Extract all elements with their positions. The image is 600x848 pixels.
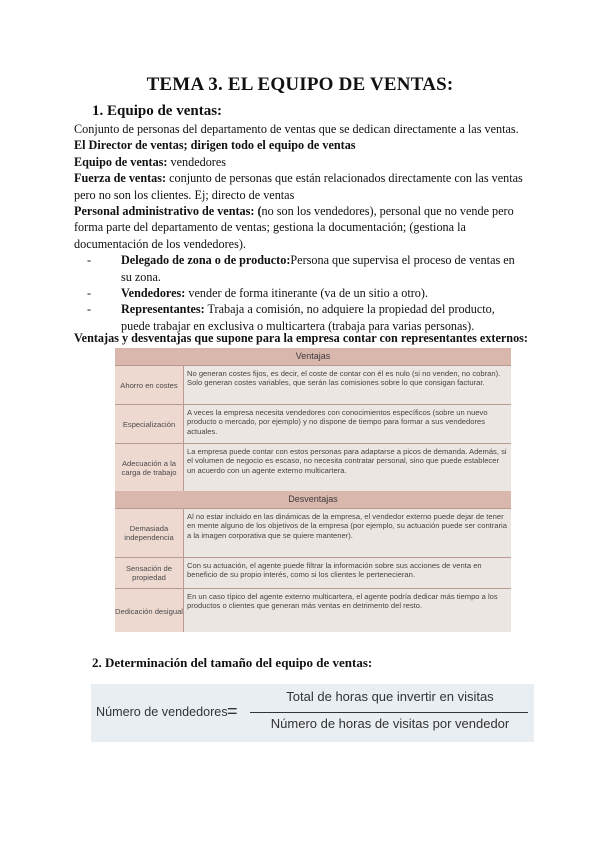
- personal-label: Personal administrativo de ventas: (: [74, 204, 262, 219]
- formula-lhs: Número de vendedores: [96, 705, 228, 719]
- desventajas-header: Desventajas: [115, 491, 511, 508]
- table-row: [115, 404, 511, 443]
- equipo-label: Equipo de ventas:: [74, 154, 168, 169]
- table-caption: Ventajas y desventajas que supone para la empresa contar con representantes externos:: [74, 331, 528, 345]
- bullet-text: vender de forma itinerante (va de un sitio a otro).: [185, 286, 428, 301]
- row-text: Al no estar incluido en las dinámicas de la empresa, el vendedor externo puede dejar de tener en mente alguno de los objetivos de la empresa (por ejemplo, su actuación puede ser contraria a la imagen corporativa que se quiere mantener).: [187, 512, 507, 540]
- row-text: No generan costes fijos, es decir, el coste de contar con él es nulo (si no venden, no cobran). Solo generan costes variables, que serán las comisiones sobre lo que consigan facturar.: [187, 369, 501, 388]
- intro-text: Conjunto de personas del departamento de ventas que se dedican directamente a las ventas.: [74, 122, 519, 136]
- equipo-text: vendedores: [167, 154, 227, 169]
- section-1-body: [74, 121, 524, 334]
- row-label: Demasiada independencia: [115, 509, 184, 557]
- ventajas-desventajas-table: [115, 348, 511, 632]
- fuerza-paragraph: [74, 170, 524, 203]
- page-title: TEMA 3. EL EQUIPO DE VENTAS:: [146, 74, 454, 95]
- ventajas-header: Ventajas: [115, 348, 511, 365]
- bullet-text: Persona que supervisa el proceso de ventas en su zona.: [121, 253, 515, 284]
- formula-denominator: Número de horas de visitas por vendedor: [270, 716, 510, 731]
- bullet-label: Vendedores:: [121, 286, 186, 301]
- table-row: [115, 557, 511, 588]
- bullet-text: Trabaja a comisión, no adquiere la propiedad del producto, puede trabajar en exclusiva o multicartera (trabaja para varias personas).: [121, 302, 495, 333]
- row-label: Dedicación desigual: [115, 589, 184, 632]
- list-item: - Vendedores: vender de forma itinerante (va de un sitio a otro).: [87, 286, 428, 301]
- roles-list: [74, 252, 524, 334]
- fraction-bar: [250, 712, 528, 713]
- table-row: [115, 443, 511, 491]
- row-label: Adecuación a la carga de trabajo: [115, 444, 184, 491]
- row-label: Especialización: [115, 405, 184, 443]
- fuerza-label: Fuerza de ventas:: [74, 171, 167, 186]
- table-row: [115, 588, 511, 632]
- row-text: A veces la empresa necesita vendedores con conocimientos específicos (sobre un nuevo producto o mercado, por ejemplo) y no dispone de tiempo para formar a sus vendedores actuales.: [187, 408, 488, 436]
- list-item: - Representantes: Trabaja a comisión, no adquiere la propiedad del producto, puede trabajar en exclusiva o multicartera (trabaja para varias personas).: [87, 302, 495, 333]
- bullet-label: Representantes:: [121, 302, 205, 317]
- personal-text: no son los vendedores), personal que no vende pero forma parte del departamento de ventas; gestiona la documentación; (gestiona la documentación de los vendedores).: [74, 204, 514, 251]
- equipo-paragraph: [74, 154, 524, 170]
- vendedores-formula: [91, 684, 534, 742]
- table-row: [115, 508, 511, 557]
- row-text: La empresa puede contar con estos personas para adaptarse a picos de demanda. Además, si el volumen de negocio es escaso, no necesita contratar personal, sino que puede establecer un acuerdo con un agente externo multicartera.: [187, 447, 507, 475]
- section-2-heading: 2. Determinación del tamaño del equipo de ventas:: [92, 655, 373, 670]
- row-label: Ahorro en costes: [115, 366, 184, 404]
- formula-numerator: Total de horas que invertir en visitas: [286, 689, 494, 704]
- fuerza-text: conjunto de personas que están relacionados directamente con las ventas pero no son los clientes. Ej; directo de ventas: [74, 171, 523, 202]
- section-1-heading: 1. Equipo de ventas:: [92, 103, 223, 119]
- formula-equals: =: [227, 701, 238, 721]
- bullet-label: Delegado de zona o de producto:: [121, 253, 291, 268]
- list-item: - Delegado de zona o de producto:Persona que supervisa el proceso de ventas en su zona.: [87, 253, 515, 284]
- table-row: [115, 365, 511, 404]
- personal-paragraph: [74, 203, 524, 252]
- row-text: Con su actuación, el agente puede filtrar la información sobre sus acciones de venta en beneficio de su propio interés, como si los clientes le pertenecieran.: [187, 561, 482, 580]
- row-text: En un caso típico del agente externo multicartera, el agente podría dedicar más tiempo a los productos o clientes que generan más ventas en detrimento del resto.: [187, 592, 498, 611]
- row-label: Sensación de propiedad: [115, 558, 184, 588]
- director-text: El Director de ventas; dirigen todo el equipo de ventas: [74, 138, 356, 153]
